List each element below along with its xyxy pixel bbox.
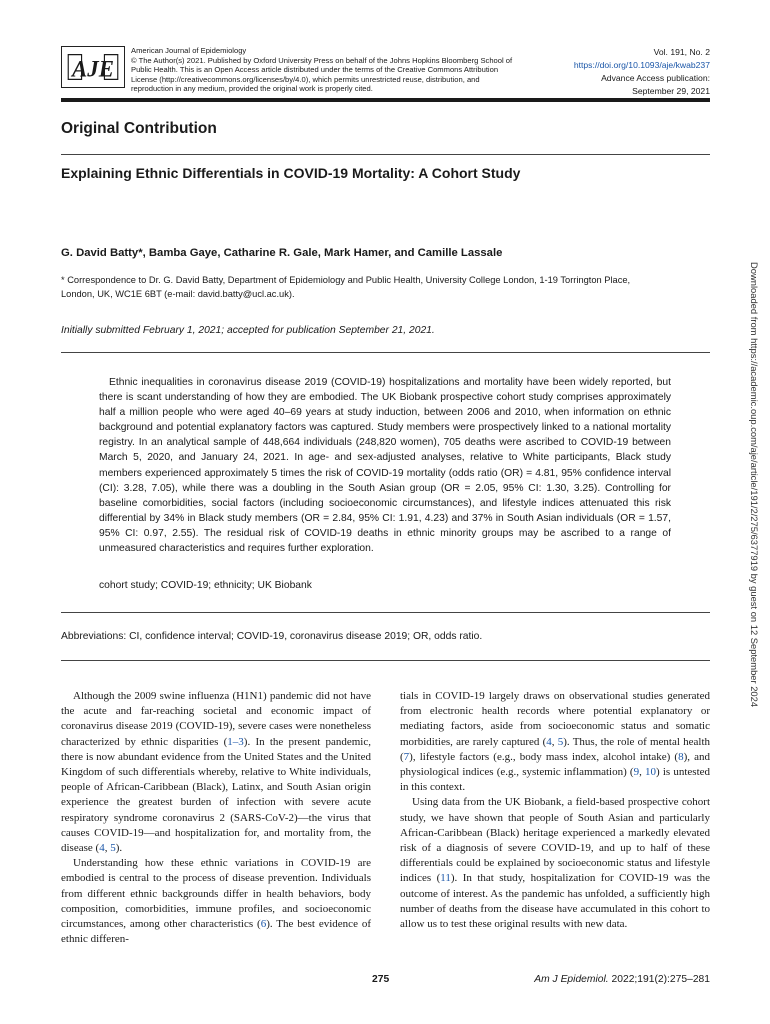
license-line: Public Health. This is an Open Access article distributed under the terms of the Creative Commons Attribution (131, 65, 499, 75)
body-column-right (400, 689, 710, 932)
correspondence-note: * Correspondence to Dr. G. David Batty, Department of Epidemiology and Public Health, University College London, 1-19 Torrington Place, London, UK, WC1E 6BT (e-mail: david.batty@ucl.ac.uk). (61, 275, 631, 299)
journal-name: American Journal of Epidemiology (131, 46, 247, 55)
doi-link[interactable]: https://doi.org/10.1093/aje/kwab237 (573, 60, 710, 70)
text-run: ), lifestyle factors (e.g., body mass index, alcohol intake) ( (409, 750, 679, 763)
copyright-notice (131, 46, 556, 94)
keywords-divider (61, 612, 710, 613)
publication-date: September 29, 2021 (632, 86, 710, 96)
author-list: G. David Batty*, Bamba Gaye, Catharine R. Gale, Mark Hamer, and Camille Lassale (61, 247, 503, 259)
publication-info (520, 46, 710, 98)
logo-text: AJE (72, 56, 114, 82)
citation-link[interactable]: 7 (403, 750, 410, 763)
text-run: ) is untested in this context. (400, 766, 711, 794)
citation-link[interactable]: 4 (546, 735, 552, 748)
text-run: ). In the present pandemic, there is now abundant evidence from the United States and the United Kingdom of such differentials whereby, relative to White individuals, people of African-Caribbean (Black), Latinx, and South Asian origin experience the greatest burden of infection with severe acute respiratory syndrome coronavirus 2 (SARS-CoV-2)—the virus that causes COVID-19—and hospitalization for, and mortality from, the disease ( (61, 735, 371, 855)
citation-link[interactable]: 4 (99, 842, 105, 855)
citation-link[interactable]: 5 (557, 735, 564, 748)
citation-link[interactable]: 1–3 (227, 735, 244, 748)
header-divider (61, 98, 710, 102)
text-run: ). In that study, hospitalization for COVID-19 was the outcome of interest. As the pandemic has unfolded, a sufficiently high number of deaths from the disease have accumulated in this cohort to allow us to test these original results with new data. (400, 872, 710, 931)
journal-abbreviation: Am J Epidemiol. (534, 974, 609, 985)
title-divider (61, 154, 710, 155)
abbreviations-divider (61, 660, 710, 661)
citation-link[interactable]: 5 (110, 842, 116, 855)
intro-paragraph-1 (61, 689, 371, 856)
page-number: 275 (372, 974, 390, 985)
text-run: ), and physiological indices (e.g., systemic inflammation) ( (400, 750, 711, 779)
reuse-line: reproduction in any medium, provided the original work is properly cited. (131, 84, 373, 94)
keywords: cohort study; COVID-19; ethnicity; UK Biobank (99, 580, 312, 591)
download-watermark: Downloaded from https://academic.oup.com/aje/article/191/2/275/6377919 by guest on 12 September 2024 (749, 262, 760, 708)
text-run: ). (115, 842, 123, 855)
intro-paragraph-3 (400, 795, 710, 932)
citation-details: 2022;191(2):275–281 (608, 974, 710, 985)
text-run: , (551, 735, 558, 748)
text-run: ). Thus, the role of mental health ( (400, 735, 710, 763)
text-run: Although the 2009 swine influenza (H1N1) pandemic did not have the acute and far-reaching societal and economic impact of coronavirus disease 2019 (COVID-19), severe cases were nonetheless characterized by ethnic disparities ( (61, 690, 371, 748)
submission-dates: Initially submitted February 1, 2021; accepted for publication September 21, 2021. (61, 325, 435, 336)
advance-access-label: Advance Access publication: (601, 73, 710, 83)
citation-link[interactable]: 10 (645, 766, 657, 779)
body-column-left (61, 689, 371, 947)
text-run: , (104, 842, 111, 855)
intro-paragraph-2 (61, 856, 371, 947)
article-title: Explaining Ethnic Differentials in COVID-19 Mortality: A Cohort Study (61, 165, 521, 181)
license-url-line: License (http://creativecommons.org/licenses/by/4.0), which permits unrestricted reuse, distribution, and (131, 74, 480, 84)
citation-link[interactable]: 8 (678, 750, 684, 763)
citation-link[interactable]: 6 (260, 918, 267, 931)
volume-issue: Vol. 191, No. 2 (653, 47, 710, 57)
journal-logo (61, 46, 125, 88)
text-run: , (639, 766, 646, 779)
text-run: Understanding how these ethnic variations in COVID-19 are embodied is central to the process of disease prevention. Individuals from different ethnic backgrounds differ in health behaviors, body composition, comorbidities, immune profiles, and socioeconomic circumstances, among other characteristics ( (61, 857, 371, 931)
text-run: Using data from the UK Biobank, a field-based prospective cohort study, we have shown that people of South Asian and particularly African-Caribbean (Black) heritage experienced a markedly elevated risk of a diagnosis of severe COVID-19, and up to half of these differentials could be explained by socioeconomic status and lifestyle indices ( (400, 796, 710, 885)
abbreviations: Abbreviations: CI, confidence interval; COVID-19, coronavirus disease 2019; OR, odds ratio. (61, 631, 483, 642)
copyright-line: © The Author(s) 2021. Published by Oxford University Press on behalf of the Johns Hopkins Bloomberg School of (131, 55, 513, 65)
abstract: Ethnic inequalities in coronavirus disease 2019 (COVID-19) hospitalizations and mortality have been widely reported, but there is scant understanding of how they are embodied. The UK Biobank prospective cohort study comprises approximately half a million people who were aged 40–69 years at study induction, between 2006 and 2010, when information on ethnic background and potential explanatory factors was captured. Study members were prospectively linked to a national mortality registry. In an analytical sample of 448,664 individuals (248,820 women), 705 deaths were ascribed to COVID-19 between March 5, 2020, and January 24, 2021. In age- and sex-adjusted analyses, relative to White participants, Black study members experienced approximately 5 times the risk of COVID-19 mortality (odds ratio (OR) = 4.81, 95% confidence interval (CI): 3.28, 7.05), while there was a doubling in the South Asian group (OR = 2.05, 95% CI: 1.30, 3.25). Controlling for baseline comorbidities, social factors (including socioeconomic circumstances), and lifestyle indices attenuated this risk differential by 34% in Black study members (OR = 2.84, 95% CI: 1.91, 4.23) and 37% in South Asian individuals (OR = 1.57, 95% CI: 0.97, 2.55). The residual risk of COVID-19 deaths in ethnic minority groups may be ascribed to a range of unmeasured characteristics and requires further exploration. (99, 377, 671, 555)
text-run: ). The best evidence of ethnic differen- (61, 918, 371, 946)
citation-link[interactable]: 11 (440, 872, 451, 885)
journal-citation (534, 974, 710, 985)
citation-link[interactable]: 9 (633, 766, 640, 779)
section-title: Original Contribution (61, 120, 217, 137)
abstract-top-divider (61, 352, 710, 353)
aje-logo-icon (62, 47, 124, 87)
text-run: tials in COVID-19 largely draws on observational studies generated from electronic health records where potential explanatory or mediating factors, aside from socioeconomic status and somatic morbidities, are rarely captured ( (400, 690, 710, 748)
intro-paragraph-2-continued (400, 689, 710, 795)
